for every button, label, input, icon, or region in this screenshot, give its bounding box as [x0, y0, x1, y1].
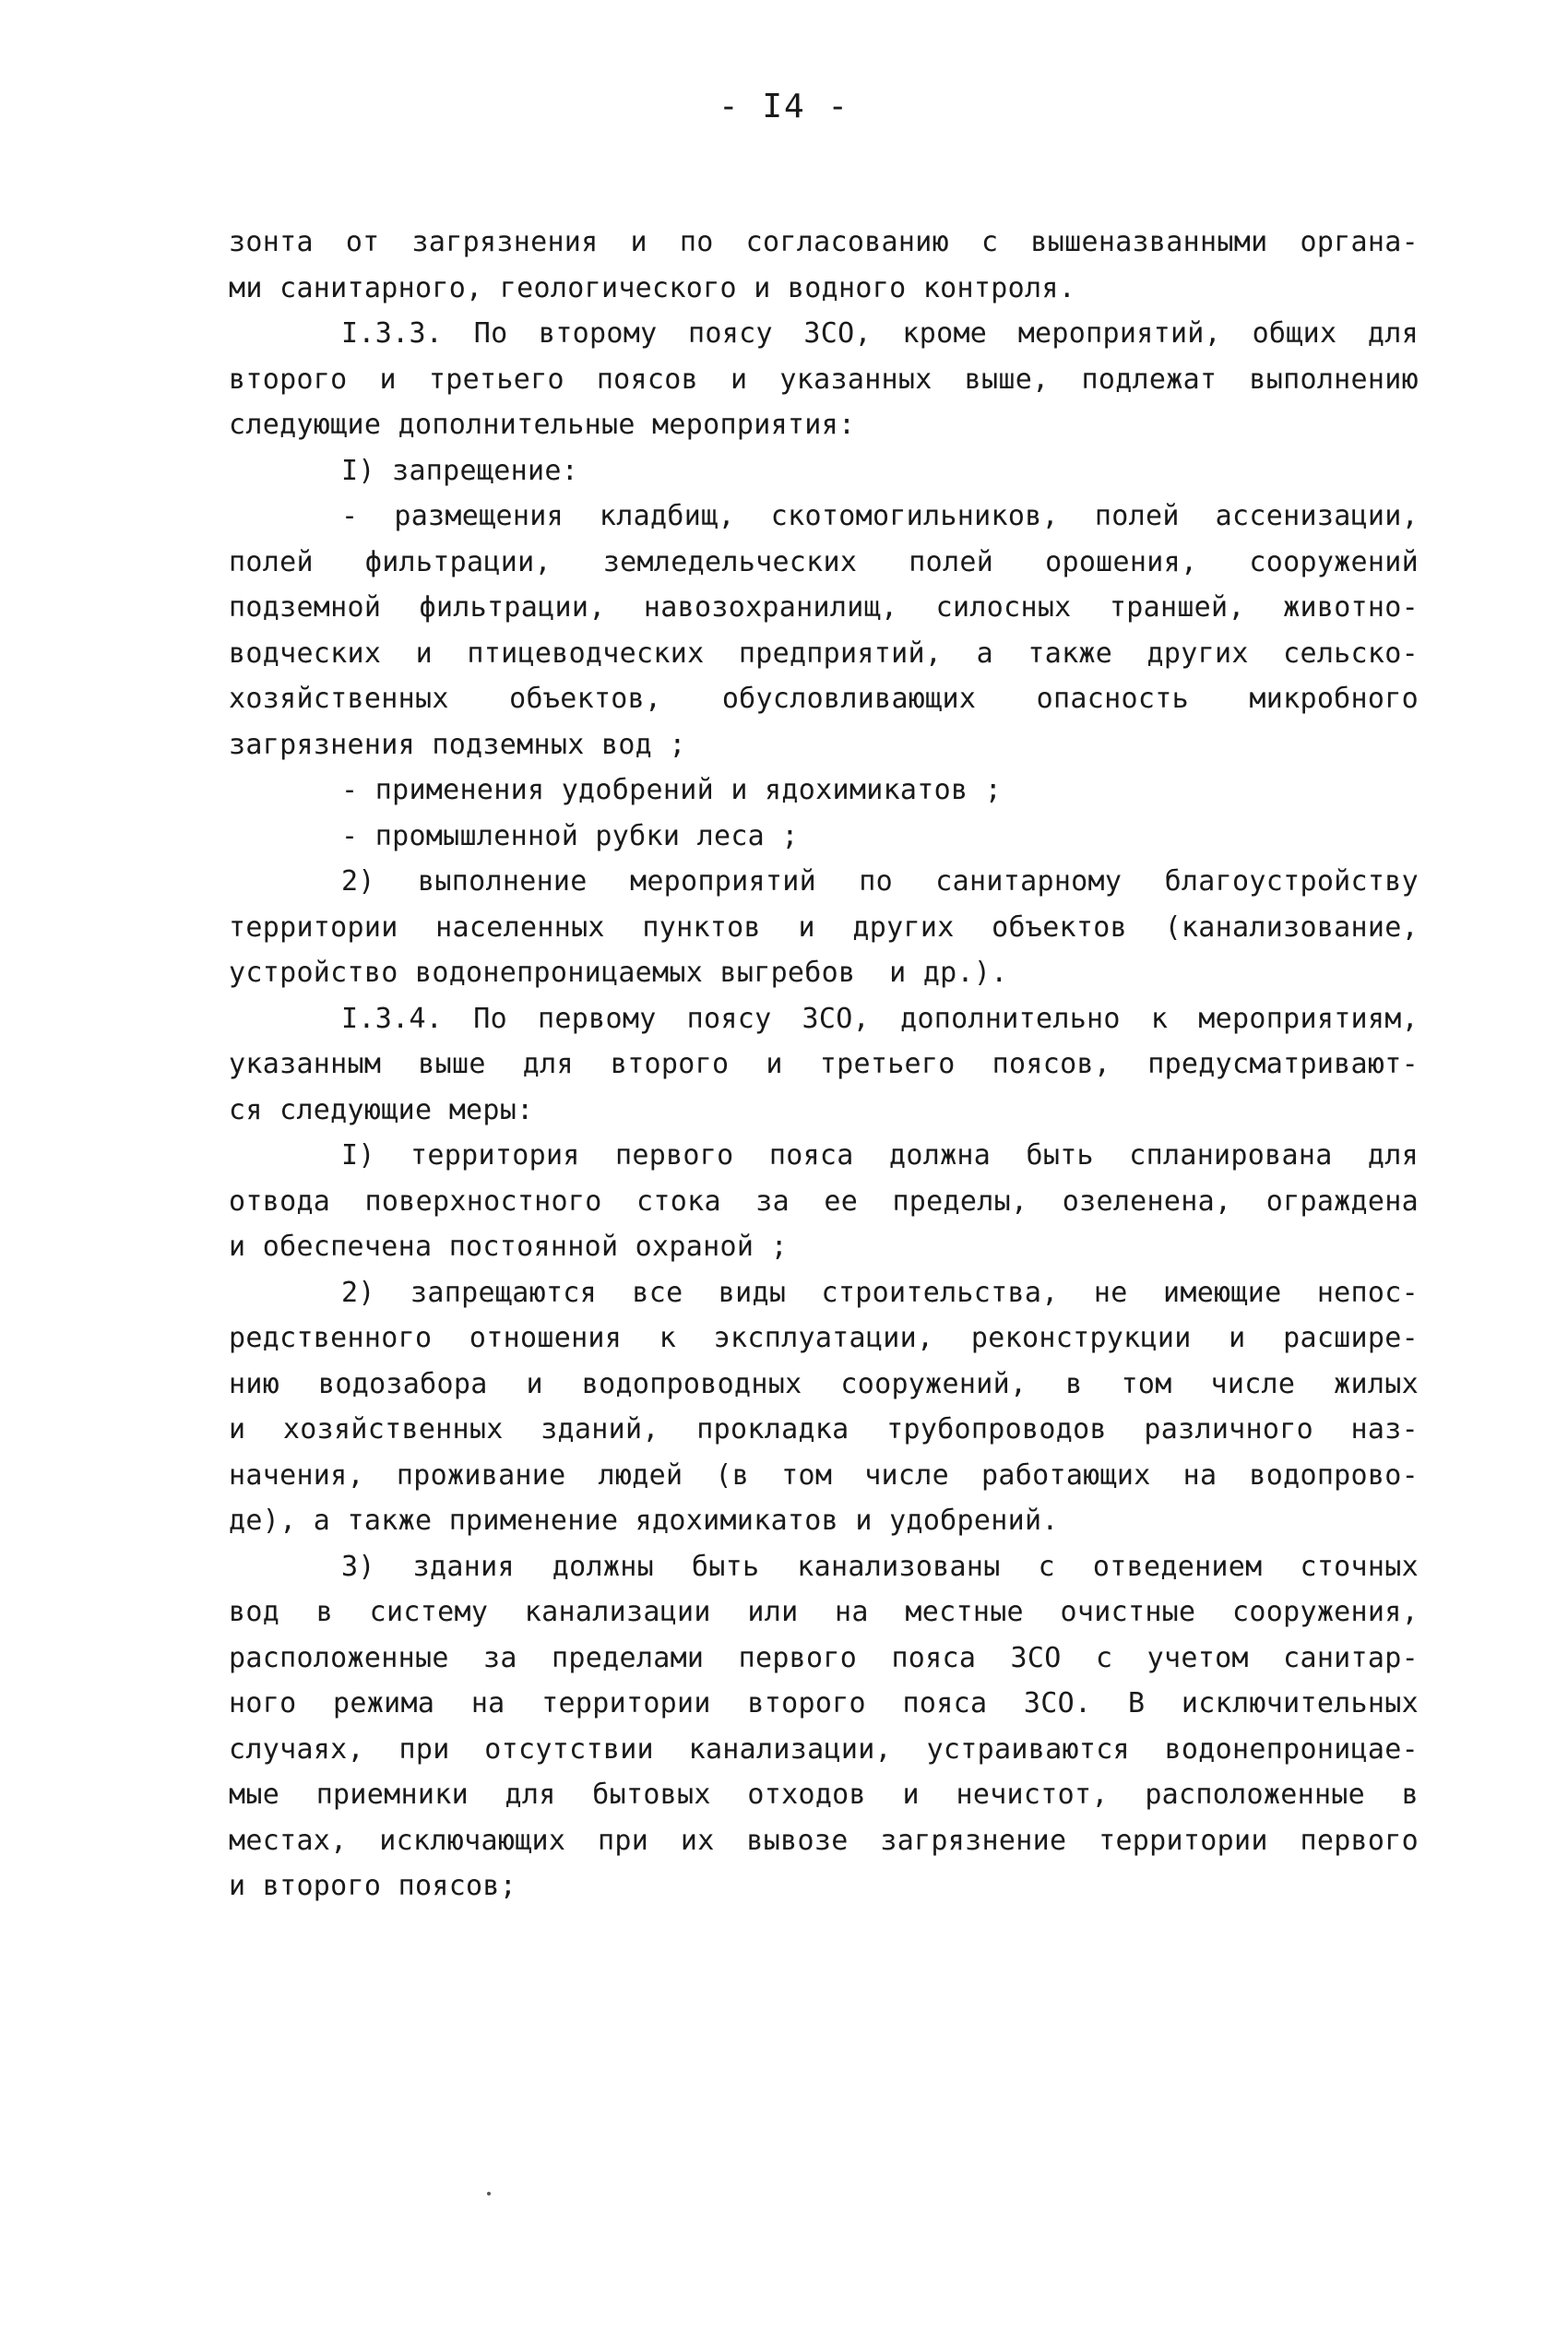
text-line: полей фильтрации, земледельческих полей орошения, сооружений	[229, 545, 1419, 578]
text-line: ми санитарного, геологического и водного контроля.	[229, 271, 1076, 304]
text-line: местах, исключающих при их вывозе загрязнение территории первого	[229, 1824, 1419, 1857]
section-heading-line: I.3.3. По второму поясу ЗСО, кроме мероприятий, общих для	[341, 317, 1419, 350]
text-line: случаях, при отсутствии канализации, устраиваются водонепроницае-	[229, 1732, 1419, 1766]
text-line: загрязнения подземных вод ;	[229, 728, 686, 761]
text-line: расположенные за пределами первого пояса ЗСО с учетом санитар-	[229, 1641, 1419, 1674]
text-line: второго и третьего поясов и указанных выше, подлежат выполнению	[229, 363, 1419, 396]
text-line: де), а также применение ядохимикатов и удобрений.	[229, 1505, 1059, 1537]
text-line: зонта от загрязнения и по согласованию с вышеназванными органа-	[229, 226, 1419, 258]
text-line: отвода поверхностного стока за ее пределы, озеленена, ограждена	[229, 1184, 1419, 1218]
text-line: нию водозабора и водопроводных сооружений, в том числе жилых	[229, 1367, 1419, 1400]
page-number: - I4 -	[718, 88, 850, 125]
section-heading-line: I.3.4. По первому поясу ЗСО, дополнительно к мероприятиям,	[341, 1002, 1419, 1035]
text-line: следующие дополнительные мероприятия:	[229, 409, 856, 441]
text-line: подземной фильтрации, навозохранилищ, силосных траншей, животно-	[229, 591, 1419, 624]
list-item-line: 3) здания должны быть канализованы с отведением сточных	[341, 1550, 1419, 1583]
list-item-line: 2) выполнение мероприятий по санитарному благоустройству	[341, 865, 1419, 898]
list-item-line: I) территория первого пояса должна быть спланирована для	[341, 1139, 1419, 1172]
text-line: ся следующие меры:	[229, 1093, 534, 1126]
text-line: редственного отношения к эксплуатации, реконструкции и расшире-	[229, 1322, 1419, 1354]
text-line: территории населенных пунктов и других объектов (канализование,	[229, 910, 1419, 944]
list-item-line: - размещения кладбищ, скотомогильников, полей ассенизации,	[341, 500, 1419, 532]
list-item-line: - применения удобрений и ядохимикатов ;	[341, 774, 1003, 806]
text-line: начения, проживание людей (в том числе работающих на водопрово-	[229, 1458, 1419, 1492]
list-item-line: 2) запрещаются все виды строительства, не имеющие непос-	[341, 1276, 1419, 1309]
list-item-line: I) запрещение:	[341, 454, 579, 487]
text-line: и обеспечена постоянной охраной ;	[229, 1231, 788, 1263]
text-line: водческих и птицеводческих предприятий, а также других сельско-	[229, 637, 1419, 670]
text-line: устройство водонепроницаемых выгребов и др.).	[229, 957, 1008, 989]
scan-speck	[487, 2192, 491, 2195]
text-line: ного режима на территории второго пояса ЗСО. В исключительных	[229, 1687, 1419, 1719]
list-item-line: - промышленной рубки леса ;	[341, 819, 799, 852]
text-line: хозяйственных объектов, обусловливающих опасность микробного	[229, 683, 1419, 715]
text-line: и хозяйственных зданий, прокладка трубопроводов различного наз-	[229, 1413, 1419, 1446]
text-line: и второго поясов;	[229, 1870, 517, 1902]
text-line: мые приемники для бытовых отходов и нечистот, расположенные в	[229, 1779, 1419, 1811]
text-line: указанным выше для второго и третьего поясов, предусматривают-	[229, 1048, 1419, 1080]
text-line: вод в систему канализации или на местные очистные сооружения,	[229, 1596, 1419, 1628]
body-text	[229, 220, 1419, 1910]
